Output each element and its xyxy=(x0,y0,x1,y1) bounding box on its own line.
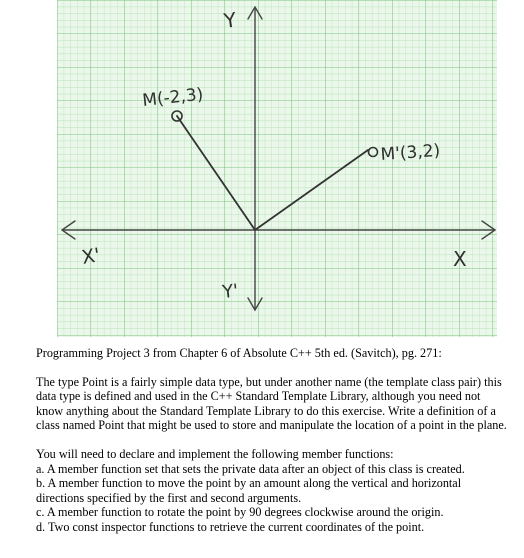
paragraph-2-line-1: You will need to declare and implement the following member functions: xyxy=(36,446,394,461)
grid-lines xyxy=(57,0,497,337)
paragraph-2-line-3: b. A member function to move the point by an amount along the vertical and horizontal xyxy=(36,476,462,491)
paragraph-2-line-2: a. A member function set that sets the private data after an object of this class is created. xyxy=(36,461,465,476)
paragraph-2-line-4: directions specified by the first and second arguments. xyxy=(36,490,302,505)
point-m-prime-label: M'(3,2) xyxy=(379,140,441,165)
paragraph-1-line-3: know anything about the Standard Template Library to do this exercise. Write a definition of a xyxy=(36,403,496,418)
problem-statement xyxy=(36,346,516,535)
graph-paper-figure xyxy=(57,0,497,337)
y-axis-label: Y xyxy=(222,7,238,33)
y-prime-axis-label: Y' xyxy=(221,280,240,303)
point-m-label: M(-2,3) xyxy=(141,84,205,111)
paragraph-2-line-6: d. Two const inspector functions to retrieve the current coordinates of the point. xyxy=(36,519,425,534)
paragraph-1-line-1: The type Point is a fairly simple data type, but under another name (the template class pair) this xyxy=(36,374,502,389)
x-prime-axis-label: X' xyxy=(80,244,102,269)
project-heading: Programming Project 3 from Chapter 6 of Absolute C++ 5th ed. (Savitch), pg. 271: xyxy=(36,346,442,360)
coordinate-plane xyxy=(57,0,497,337)
x-axis-label: X xyxy=(453,247,467,271)
paragraph-1-line-2: data type is defined and used in the C++ Standard Template Library, although you need not xyxy=(36,389,481,404)
paragraph-1-line-4: class named Point that might be used to store and manipulate the location of a point in the plane. xyxy=(36,418,507,433)
paragraph-2-line-5: c. A member function to rotate the point by 90 degrees clockwise around the origin. xyxy=(36,505,444,520)
